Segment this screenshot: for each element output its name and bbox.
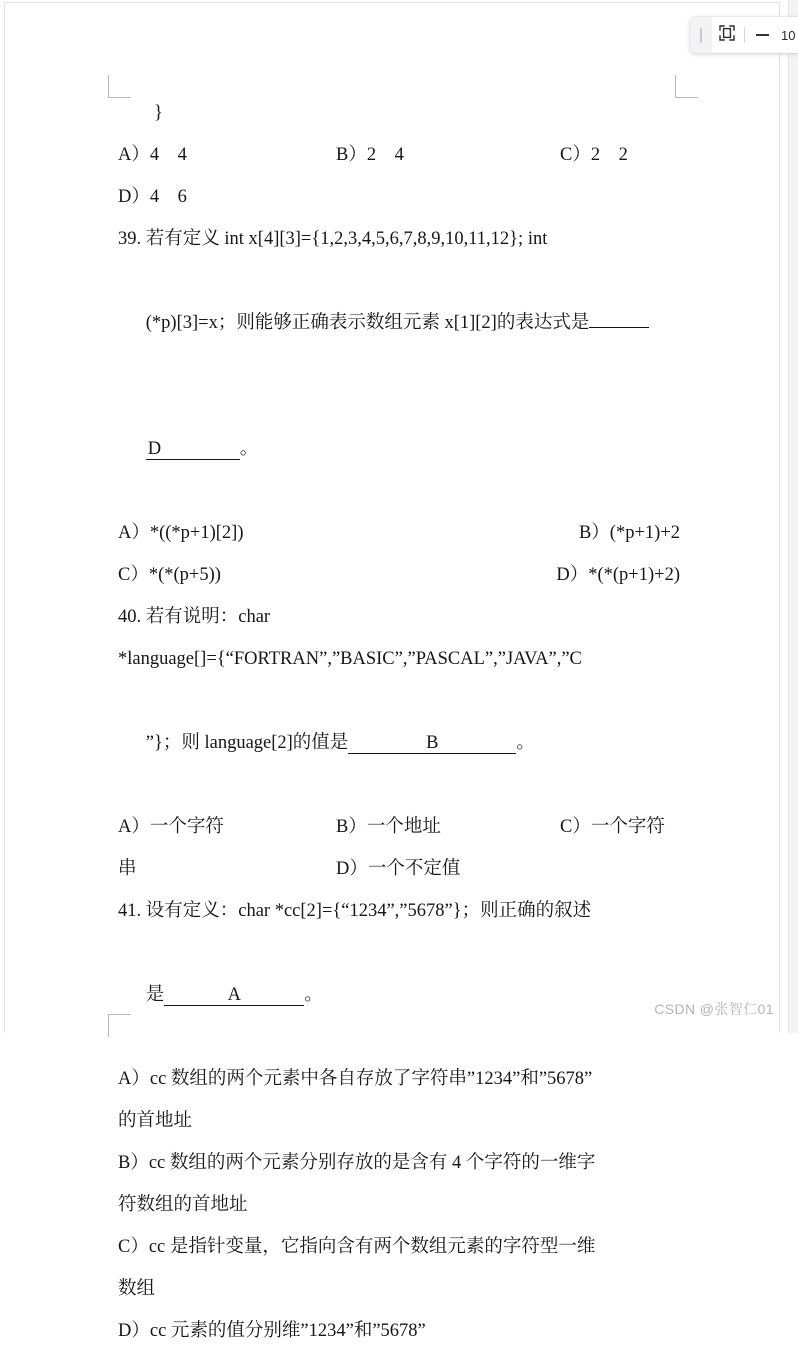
option-d[interactable]: D）*(*(p+1)+2)	[556, 565, 680, 585]
zoom-out-button[interactable]	[747, 17, 777, 53]
option-a[interactable]: A）一个字符	[118, 817, 224, 837]
question-40-line-3-text: ”}；则 language[2]的值是	[145, 733, 349, 753]
question-39-line-1: 39. 若有定义 int x[4][3]={1,2,3,4,5,6,7,8,9,10,11,12}; int	[118, 229, 548, 249]
document-text-body	[118, 92, 680, 1352]
option-c-continued: 串	[118, 859, 137, 879]
question-40-line-2: *language[]={“FORTRAN”,”BASIC”,”PASCAL”,”JAVA”,”C	[118, 649, 582, 669]
question-38-options-row-1	[118, 134, 680, 176]
question-41-line-2-text: 是	[145, 985, 165, 1005]
code-closing-brace: }	[154, 103, 163, 123]
zoom-level-label: 10	[781, 27, 796, 43]
question-41-option-d-line-1[interactable]: D）cc 元素的值分别维”1234”和”5678”	[118, 1321, 426, 1341]
question-39-line-2-text: (*p)[3]=x；则能够正确表示数组元素 x[1][2]的表达式是	[145, 313, 590, 333]
margin-mark-bottom-left	[108, 1014, 131, 1037]
option-c[interactable]: C）*(*(p+5))	[118, 565, 221, 585]
question-39-answer-line	[118, 386, 680, 512]
question-41-option-a-line-2[interactable]: 的首地址	[118, 1111, 193, 1131]
fit-screen-icon	[718, 24, 736, 47]
question-38-option-d[interactable]: D）4 6	[118, 187, 187, 207]
vertical-scrollbar-track[interactable]	[788, 0, 798, 1033]
minus-icon	[756, 34, 769, 36]
question-41-option-c-line-2[interactable]: 数组	[118, 1279, 156, 1299]
question-39-answer-blank[interactable]: D	[146, 440, 240, 460]
question-41-period: 。	[304, 985, 323, 1005]
question-41-line-1: 41. 设有定义：char *cc[2]={“1234”,”5678”}；则正确的叙述	[118, 901, 592, 921]
option-a[interactable]: A）*((*p+1)[2])	[118, 523, 244, 543]
margin-mark-top-left	[108, 75, 131, 98]
toolbar-drag-handle[interactable]	[690, 17, 712, 53]
question-41-line-2	[118, 932, 680, 1058]
option-c[interactable]: C）一个字符	[560, 817, 665, 837]
question-40-line-1: 40. 若有说明：char	[118, 607, 271, 627]
question-39-blank-tail[interactable]	[589, 327, 649, 328]
question-39-period: 。	[239, 439, 259, 459]
option-b[interactable]: B）一个地址	[336, 817, 441, 837]
toolbar-divider	[744, 27, 745, 43]
margin-mark-top-right	[675, 75, 698, 98]
question-41-answer-blank[interactable]: A	[164, 986, 304, 1006]
option-d[interactable]: D）一个不定值	[336, 859, 461, 879]
question-39-options-row-1	[118, 512, 680, 554]
fit-screen-button[interactable]	[712, 17, 742, 53]
option-b[interactable]: B）(*p+1)+2	[578, 523, 680, 543]
question-39-options-row-2	[118, 554, 680, 596]
question-41-option-c-line-1[interactable]: C）cc 是指针变量，它指向含有两个数组元素的字符型一维	[118, 1237, 596, 1257]
floating-toolbar[interactable]	[690, 17, 798, 53]
question-40-line-3	[118, 680, 680, 806]
question-40-period: 。	[516, 733, 535, 753]
option-b[interactable]: B）2 4	[336, 145, 404, 165]
question-39-line-2	[118, 260, 680, 386]
question-41-option-b-line-1[interactable]: B）cc 数组的两个元素分别存放的是含有 4 个字符的一维字	[118, 1153, 596, 1173]
question-40-options-row-2	[118, 848, 680, 890]
question-40-options-row-1	[118, 806, 680, 848]
question-41-option-b-line-2[interactable]: 符数组的首地址	[118, 1195, 248, 1215]
csdn-watermark: CSDN @张智仁01	[654, 1001, 774, 1017]
question-40-answer-blank[interactable]: B	[348, 734, 516, 754]
option-a[interactable]: A）4 4	[118, 145, 187, 165]
option-row-2-spacer	[560, 848, 680, 890]
question-41-option-a-line-1[interactable]: A）cc 数组的两个元素中各自存放了字符串”1234”和”5678”	[118, 1069, 593, 1089]
option-c[interactable]: C）2 2	[560, 145, 628, 165]
